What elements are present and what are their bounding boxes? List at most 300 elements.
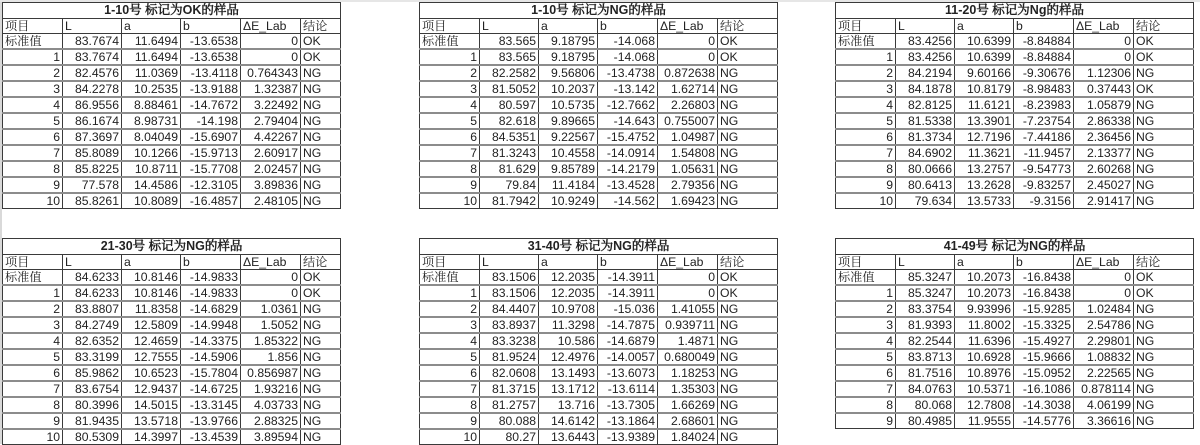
b-cell[interactable]: -8.23983	[1014, 97, 1074, 113]
a-cell[interactable]: 12.5809	[122, 317, 181, 333]
result-cell[interactable]: NG	[301, 97, 341, 113]
a-cell[interactable]: 9.85789	[539, 161, 598, 177]
item-cell[interactable]: 标准值	[836, 34, 896, 50]
item-cell[interactable]: 6	[420, 129, 480, 145]
result-cell[interactable]: NG	[301, 177, 341, 193]
delta-e-cell[interactable]: 0.939711	[658, 317, 718, 333]
column-header-cell[interactable]: 项目	[420, 255, 480, 270]
b-cell[interactable]: -12.3105	[181, 177, 241, 193]
a-cell[interactable]: 11.6396	[955, 333, 1014, 349]
result-cell[interactable]: NG	[718, 81, 778, 97]
b-cell[interactable]: -15.0952	[1014, 365, 1074, 381]
delta-e-cell[interactable]: 1.93216	[241, 381, 301, 397]
result-cell[interactable]: NG	[718, 193, 778, 209]
l-cell[interactable]: 83.7674	[63, 34, 122, 50]
delta-e-cell[interactable]: 2.60268	[1074, 161, 1134, 177]
column-header-cell[interactable]: 结论	[1134, 19, 1194, 34]
l-cell[interactable]: 83.4256	[896, 49, 955, 65]
item-cell[interactable]: 6	[3, 129, 63, 145]
delta-e-cell[interactable]: 2.60917	[241, 145, 301, 161]
column-header-cell[interactable]: 项目	[836, 19, 896, 34]
l-cell[interactable]: 85.3247	[896, 270, 955, 286]
item-cell[interactable]: 3	[420, 81, 480, 97]
b-cell[interactable]: -13.4528	[598, 177, 658, 193]
l-cell[interactable]: 81.9393	[896, 317, 955, 333]
delta-e-cell[interactable]: 3.89594	[241, 429, 301, 445]
b-cell[interactable]: -13.6073	[598, 365, 658, 381]
result-cell[interactable]: NG	[301, 113, 341, 129]
a-cell[interactable]: 13.2628	[955, 177, 1014, 193]
result-cell[interactable]: NG	[718, 301, 778, 317]
item-cell[interactable]: 8	[420, 161, 480, 177]
result-cell[interactable]: NG	[301, 81, 341, 97]
l-cell[interactable]: 81.629	[480, 161, 539, 177]
b-cell[interactable]: -13.6114	[598, 381, 658, 397]
l-cell[interactable]: 79.84	[480, 177, 539, 193]
delta-e-cell[interactable]: 0.878114	[1074, 381, 1134, 397]
b-cell[interactable]: -15.036	[598, 301, 658, 317]
item-cell[interactable]: 7	[3, 145, 63, 161]
b-cell[interactable]: -14.068	[598, 49, 658, 65]
a-cell[interactable]: 12.7196	[955, 129, 1014, 145]
a-cell[interactable]: 11.9555	[955, 413, 1014, 429]
item-cell[interactable]: 3	[836, 81, 896, 97]
item-cell[interactable]: 1	[3, 285, 63, 301]
item-cell[interactable]: 6	[836, 365, 896, 381]
column-header-cell[interactable]: 结论	[301, 255, 341, 270]
b-cell[interactable]: -16.8438	[1014, 270, 1074, 286]
delta-e-cell[interactable]: 2.45027	[1074, 177, 1134, 193]
result-cell[interactable]: NG	[301, 413, 341, 429]
result-cell[interactable]: NG	[718, 145, 778, 161]
column-header-cell[interactable]: a	[955, 19, 1014, 34]
delta-e-cell[interactable]: 2.26803	[658, 97, 718, 113]
result-cell[interactable]: NG	[1134, 333, 1194, 349]
b-cell[interactable]: -15.6907	[181, 129, 241, 145]
a-cell[interactable]: 12.7808	[955, 397, 1014, 413]
result-cell[interactable]: NG	[1134, 413, 1194, 429]
item-cell[interactable]: 9	[836, 413, 896, 429]
l-cell[interactable]: 84.2278	[63, 81, 122, 97]
b-cell[interactable]: -15.4927	[1014, 333, 1074, 349]
result-cell[interactable]: NG	[718, 429, 778, 445]
table-title[interactable]: 1-10号 标记为NG的样品	[420, 3, 778, 19]
item-cell[interactable]: 3	[3, 81, 63, 97]
result-cell[interactable]: NG	[301, 397, 341, 413]
b-cell[interactable]: -14.5906	[181, 349, 241, 365]
a-cell[interactable]: 10.8089	[122, 193, 181, 209]
item-cell[interactable]: 2	[420, 65, 480, 81]
item-cell[interactable]: 8	[3, 161, 63, 177]
l-cell[interactable]: 83.1506	[480, 285, 539, 301]
a-cell[interactable]: 10.2535	[122, 81, 181, 97]
a-cell[interactable]: 11.6494	[122, 49, 181, 65]
a-cell[interactable]: 10.6928	[955, 349, 1014, 365]
delta-e-cell[interactable]: 0	[241, 34, 301, 50]
a-cell[interactable]: 12.9437	[122, 381, 181, 397]
b-cell[interactable]: -12.7662	[598, 97, 658, 113]
a-cell[interactable]: 9.18795	[539, 34, 598, 50]
result-cell[interactable]: NG	[301, 365, 341, 381]
item-cell[interactable]: 8	[836, 397, 896, 413]
b-cell[interactable]: -8.84884	[1014, 34, 1074, 50]
item-cell[interactable]: 2	[420, 301, 480, 317]
b-cell[interactable]: -13.4738	[598, 65, 658, 81]
l-cell[interactable]: 81.3715	[480, 381, 539, 397]
a-cell[interactable]: 14.4586	[122, 177, 181, 193]
item-cell[interactable]: 10	[420, 429, 480, 445]
b-cell[interactable]: -13.6538	[181, 34, 241, 50]
delta-e-cell[interactable]: 2.13377	[1074, 145, 1134, 161]
l-cell[interactable]: 84.5351	[480, 129, 539, 145]
a-cell[interactable]: 10.586	[539, 333, 598, 349]
result-cell[interactable]: NG	[718, 129, 778, 145]
result-cell[interactable]: OK	[301, 34, 341, 50]
a-cell[interactable]: 11.3298	[539, 317, 598, 333]
a-cell[interactable]: 9.56806	[539, 65, 598, 81]
item-cell[interactable]: 9	[420, 177, 480, 193]
a-cell[interactable]: 13.2757	[955, 161, 1014, 177]
a-cell[interactable]: 13.1712	[539, 381, 598, 397]
item-cell[interactable]: 5	[420, 113, 480, 129]
item-cell[interactable]: 2	[3, 65, 63, 81]
b-cell[interactable]: -14.9833	[181, 285, 241, 301]
result-cell[interactable]: NG	[718, 161, 778, 177]
result-cell[interactable]: NG	[718, 349, 778, 365]
delta-e-cell[interactable]: 2.02457	[241, 161, 301, 177]
l-cell[interactable]: 81.5338	[896, 113, 955, 129]
result-cell[interactable]: OK	[1134, 49, 1194, 65]
result-cell[interactable]: NG	[301, 317, 341, 333]
delta-e-cell[interactable]: 1.02484	[1074, 301, 1134, 317]
l-cell[interactable]: 83.3754	[896, 301, 955, 317]
item-cell[interactable]: 5	[420, 349, 480, 365]
a-cell[interactable]: 8.98731	[122, 113, 181, 129]
delta-e-cell[interactable]: 1.84024	[658, 429, 718, 445]
delta-e-cell[interactable]: 1.05631	[658, 161, 718, 177]
column-header-cell[interactable]: ΔE_Lab	[1074, 255, 1134, 270]
item-cell[interactable]: 5	[836, 349, 896, 365]
a-cell[interactable]: 11.3621	[955, 145, 1014, 161]
delta-e-cell[interactable]: 1.05879	[1074, 97, 1134, 113]
b-cell[interactable]: -14.0914	[598, 145, 658, 161]
item-cell[interactable]: 10	[3, 429, 63, 445]
a-cell[interactable]: 10.1266	[122, 145, 181, 161]
delta-e-cell[interactable]: 1.18253	[658, 365, 718, 381]
delta-e-cell[interactable]: 0	[658, 49, 718, 65]
b-cell[interactable]: -7.44186	[1014, 129, 1074, 145]
b-cell[interactable]: -11.9457	[1014, 145, 1074, 161]
a-cell[interactable]: 13.716	[539, 397, 598, 413]
item-cell[interactable]: 7	[836, 381, 896, 397]
a-cell[interactable]: 10.8711	[122, 161, 181, 177]
result-cell[interactable]: NG	[718, 177, 778, 193]
result-cell[interactable]: NG	[718, 113, 778, 129]
column-header-cell[interactable]: b	[598, 255, 658, 270]
item-cell[interactable]: 7	[836, 145, 896, 161]
a-cell[interactable]: 10.6399	[955, 34, 1014, 50]
l-cell[interactable]: 82.618	[480, 113, 539, 129]
item-cell[interactable]: 1	[420, 285, 480, 301]
delta-e-cell[interactable]: 1.12306	[1074, 65, 1134, 81]
delta-e-cell[interactable]: 0	[1074, 49, 1134, 65]
delta-e-cell[interactable]: 0	[658, 285, 718, 301]
result-cell[interactable]: NG	[1134, 381, 1194, 397]
b-cell[interactable]: -13.3145	[181, 397, 241, 413]
result-cell[interactable]: OK	[718, 34, 778, 50]
item-cell[interactable]: 9	[3, 413, 63, 429]
column-header-cell[interactable]: L	[896, 19, 955, 34]
a-cell[interactable]: 9.89665	[539, 113, 598, 129]
result-cell[interactable]: NG	[1134, 161, 1194, 177]
a-cell[interactable]: 8.04049	[122, 129, 181, 145]
item-cell[interactable]: 8	[836, 161, 896, 177]
delta-e-cell[interactable]: 1.4871	[658, 333, 718, 349]
delta-e-cell[interactable]: 0	[241, 49, 301, 65]
column-header-cell[interactable]: b	[598, 19, 658, 34]
l-cell[interactable]: 79.634	[896, 193, 955, 209]
result-cell[interactable]: OK	[301, 285, 341, 301]
b-cell[interactable]: -13.7305	[598, 397, 658, 413]
result-cell[interactable]: NG	[301, 129, 341, 145]
l-cell[interactable]: 84.6233	[63, 285, 122, 301]
l-cell[interactable]: 83.6754	[63, 381, 122, 397]
delta-e-cell[interactable]: 3.36616	[1074, 413, 1134, 429]
result-cell[interactable]: NG	[1134, 113, 1194, 129]
delta-e-cell[interactable]: 2.48105	[241, 193, 301, 209]
result-cell[interactable]: NG	[301, 301, 341, 317]
column-header-cell[interactable]: ΔE_Lab	[658, 255, 718, 270]
item-cell[interactable]: 4	[420, 97, 480, 113]
delta-e-cell[interactable]: 0	[1074, 270, 1134, 286]
b-cell[interactable]: -14.6829	[181, 301, 241, 317]
column-header-cell[interactable]: a	[539, 19, 598, 34]
l-cell[interactable]: 83.3238	[480, 333, 539, 349]
a-cell[interactable]: 11.4184	[539, 177, 598, 193]
delta-e-cell[interactable]: 2.29801	[1074, 333, 1134, 349]
delta-e-cell[interactable]: 0.680049	[658, 349, 718, 365]
item-cell[interactable]: 5	[3, 349, 63, 365]
item-cell[interactable]: 2	[3, 301, 63, 317]
b-cell[interactable]: -14.2179	[598, 161, 658, 177]
l-cell[interactable]: 80.5309	[63, 429, 122, 445]
l-cell[interactable]: 83.3199	[63, 349, 122, 365]
result-cell[interactable]: NG	[301, 333, 341, 349]
item-cell[interactable]: 2	[836, 65, 896, 81]
delta-e-cell[interactable]: 0	[658, 34, 718, 50]
result-cell[interactable]: OK	[1134, 270, 1194, 286]
delta-e-cell[interactable]: 2.68601	[658, 413, 718, 429]
column-header-cell[interactable]: 项目	[836, 255, 896, 270]
l-cell[interactable]: 86.1674	[63, 113, 122, 129]
item-cell[interactable]: 4	[420, 333, 480, 349]
l-cell[interactable]: 83.565	[480, 49, 539, 65]
a-cell[interactable]: 10.9249	[539, 193, 598, 209]
result-cell[interactable]: NG	[718, 365, 778, 381]
result-cell[interactable]: OK	[1134, 34, 1194, 50]
delta-e-cell[interactable]: 1.41055	[658, 301, 718, 317]
delta-e-cell[interactable]: 2.54786	[1074, 317, 1134, 333]
l-cell[interactable]: 82.2582	[480, 65, 539, 81]
item-cell[interactable]: 8	[420, 397, 480, 413]
result-cell[interactable]: OK	[301, 49, 341, 65]
b-cell[interactable]: -14.5776	[1014, 413, 1074, 429]
l-cell[interactable]: 84.4407	[480, 301, 539, 317]
result-cell[interactable]: NG	[1134, 145, 1194, 161]
delta-e-cell[interactable]: 0.764343	[241, 65, 301, 81]
a-cell[interactable]: 12.4659	[122, 333, 181, 349]
a-cell[interactable]: 10.5371	[955, 381, 1014, 397]
column-header-cell[interactable]: 结论	[301, 19, 341, 34]
column-header-cell[interactable]: L	[480, 255, 539, 270]
result-cell[interactable]: NG	[301, 161, 341, 177]
table-title[interactable]: 1-10号 标记为OK的样品	[3, 3, 341, 19]
l-cell[interactable]: 83.565	[480, 34, 539, 50]
l-cell[interactable]: 80.3996	[63, 397, 122, 413]
column-header-cell[interactable]: L	[480, 19, 539, 34]
l-cell[interactable]: 83.4256	[896, 34, 955, 50]
table-title[interactable]: 41-49号 标记为NG的样品	[836, 239, 1194, 255]
b-cell[interactable]: -16.4857	[181, 193, 241, 209]
l-cell[interactable]: 82.6352	[63, 333, 122, 349]
item-cell[interactable]: 标准值	[420, 34, 480, 50]
b-cell[interactable]: -15.9285	[1014, 301, 1074, 317]
b-cell[interactable]: -14.9833	[181, 270, 241, 286]
a-cell[interactable]: 9.60166	[955, 65, 1014, 81]
l-cell[interactable]: 81.2757	[480, 397, 539, 413]
b-cell[interactable]: -15.9713	[181, 145, 241, 161]
l-cell[interactable]: 81.9435	[63, 413, 122, 429]
item-cell[interactable]: 4	[3, 97, 63, 113]
l-cell[interactable]: 84.6902	[896, 145, 955, 161]
result-cell[interactable]: OK	[1134, 81, 1194, 97]
b-cell[interactable]: -9.83257	[1014, 177, 1074, 193]
delta-e-cell[interactable]: 2.79356	[658, 177, 718, 193]
a-cell[interactable]: 11.6494	[122, 34, 181, 50]
delta-e-cell[interactable]: 2.36456	[1074, 129, 1134, 145]
delta-e-cell[interactable]: 1.04987	[658, 129, 718, 145]
column-header-cell[interactable]: b	[181, 255, 241, 270]
l-cell[interactable]: 83.8807	[63, 301, 122, 317]
item-cell[interactable]: 1	[836, 285, 896, 301]
b-cell[interactable]: -14.3038	[1014, 397, 1074, 413]
result-cell[interactable]: NG	[1134, 129, 1194, 145]
delta-e-cell[interactable]: 0.872638	[658, 65, 718, 81]
column-header-cell[interactable]: ΔE_Lab	[241, 255, 301, 270]
table-title[interactable]: 11-20号 标记为Ng的样品	[836, 3, 1194, 19]
a-cell[interactable]: 10.4558	[539, 145, 598, 161]
item-cell[interactable]: 4	[3, 333, 63, 349]
column-header-cell[interactable]: a	[122, 19, 181, 34]
result-cell[interactable]: NG	[1134, 365, 1194, 381]
item-cell[interactable]: 10	[420, 193, 480, 209]
l-cell[interactable]: 87.3697	[63, 129, 122, 145]
column-header-cell[interactable]: L	[63, 19, 122, 34]
a-cell[interactable]: 14.3997	[122, 429, 181, 445]
column-header-cell[interactable]: b	[1014, 255, 1074, 270]
a-cell[interactable]: 13.5733	[955, 193, 1014, 209]
delta-e-cell[interactable]: 1.66269	[658, 397, 718, 413]
column-header-cell[interactable]: 结论	[1134, 255, 1194, 270]
result-cell[interactable]: OK	[718, 270, 778, 286]
l-cell[interactable]: 84.1878	[896, 81, 955, 97]
b-cell[interactable]: -13.142	[598, 81, 658, 97]
l-cell[interactable]: 81.9524	[480, 349, 539, 365]
result-cell[interactable]: NG	[718, 397, 778, 413]
a-cell[interactable]: 10.5735	[539, 97, 598, 113]
l-cell[interactable]: 83.7674	[63, 49, 122, 65]
delta-e-cell[interactable]: 1.35303	[658, 381, 718, 397]
column-header-cell[interactable]: a	[955, 255, 1014, 270]
a-cell[interactable]: 11.0369	[122, 65, 181, 81]
a-cell[interactable]: 9.18795	[539, 49, 598, 65]
l-cell[interactable]: 86.9556	[63, 97, 122, 113]
l-cell[interactable]: 80.597	[480, 97, 539, 113]
a-cell[interactable]: 10.8146	[122, 285, 181, 301]
delta-e-cell[interactable]: 3.22492	[241, 97, 301, 113]
l-cell[interactable]: 82.4576	[63, 65, 122, 81]
result-cell[interactable]: OK	[1134, 285, 1194, 301]
result-cell[interactable]: NG	[1134, 65, 1194, 81]
a-cell[interactable]: 13.5718	[122, 413, 181, 429]
a-cell[interactable]: 14.5015	[122, 397, 181, 413]
item-cell[interactable]: 1	[3, 49, 63, 65]
b-cell[interactable]: -14.068	[598, 34, 658, 50]
l-cell[interactable]: 81.3243	[480, 145, 539, 161]
l-cell[interactable]: 84.2194	[896, 65, 955, 81]
l-cell[interactable]: 84.0763	[896, 381, 955, 397]
a-cell[interactable]: 12.4976	[539, 349, 598, 365]
l-cell[interactable]: 85.8225	[63, 161, 122, 177]
l-cell[interactable]: 77.578	[63, 177, 122, 193]
a-cell[interactable]: 10.6399	[955, 49, 1014, 65]
result-cell[interactable]: NG	[1134, 397, 1194, 413]
b-cell[interactable]: -15.3325	[1014, 317, 1074, 333]
result-cell[interactable]: NG	[301, 429, 341, 445]
delta-e-cell[interactable]: 1.69423	[658, 193, 718, 209]
column-header-cell[interactable]: b	[181, 19, 241, 34]
a-cell[interactable]: 8.88461	[122, 97, 181, 113]
b-cell[interactable]: -14.7672	[181, 97, 241, 113]
item-cell[interactable]: 8	[3, 397, 63, 413]
delta-e-cell[interactable]: 2.88325	[241, 413, 301, 429]
l-cell[interactable]: 85.3247	[896, 285, 955, 301]
column-header-cell[interactable]: 结论	[718, 19, 778, 34]
b-cell[interactable]: -14.3911	[598, 270, 658, 286]
item-cell[interactable]: 10	[836, 193, 896, 209]
l-cell[interactable]: 83.1506	[480, 270, 539, 286]
result-cell[interactable]: NG	[718, 381, 778, 397]
item-cell[interactable]: 标准值	[3, 270, 63, 286]
column-header-cell[interactable]: b	[1014, 19, 1074, 34]
b-cell[interactable]: -14.3911	[598, 285, 658, 301]
column-header-cell[interactable]: ΔE_Lab	[658, 19, 718, 34]
delta-e-cell[interactable]: 4.06199	[1074, 397, 1134, 413]
a-cell[interactable]: 11.8358	[122, 301, 181, 317]
b-cell[interactable]: -7.23754	[1014, 113, 1074, 129]
item-cell[interactable]: 9	[836, 177, 896, 193]
result-cell[interactable]: NG	[718, 317, 778, 333]
l-cell[interactable]: 82.2544	[896, 333, 955, 349]
l-cell[interactable]: 85.9862	[63, 365, 122, 381]
a-cell[interactable]: 13.1493	[539, 365, 598, 381]
a-cell[interactable]: 10.8179	[955, 81, 1014, 97]
item-cell[interactable]: 7	[420, 145, 480, 161]
b-cell[interactable]: -16.8438	[1014, 285, 1074, 301]
b-cell[interactable]: -16.1086	[1014, 381, 1074, 397]
b-cell[interactable]: -13.1864	[598, 413, 658, 429]
b-cell[interactable]: -14.6725	[181, 381, 241, 397]
